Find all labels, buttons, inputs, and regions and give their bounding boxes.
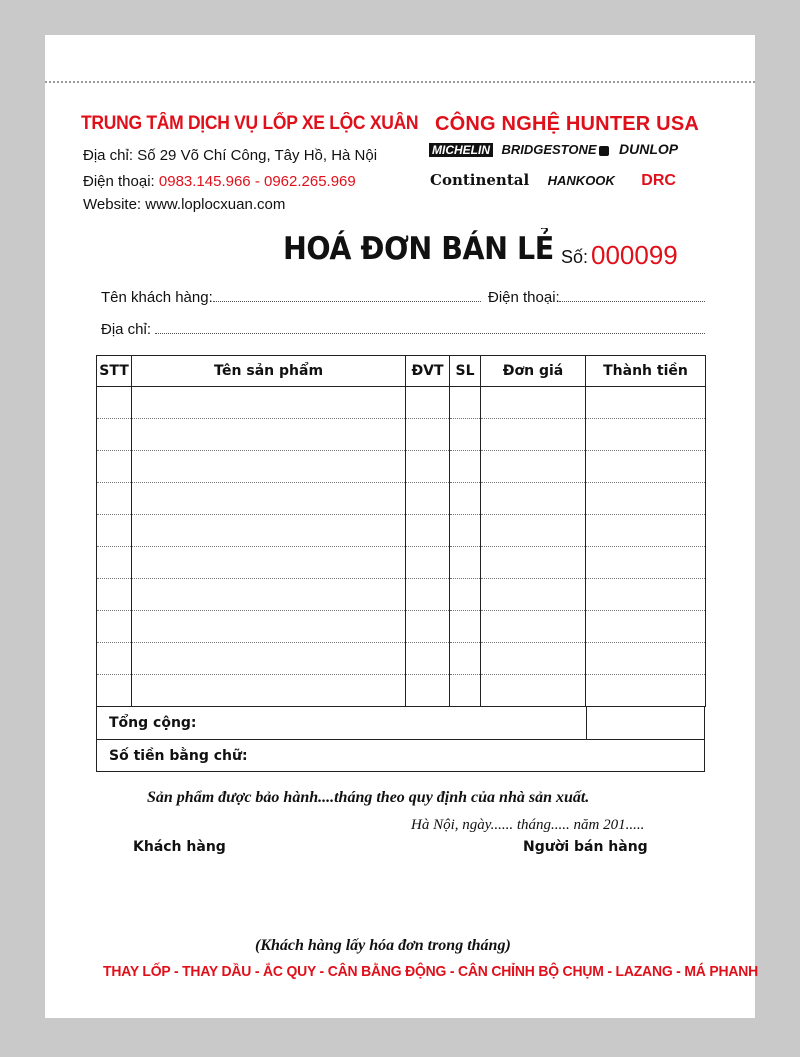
tech-title: CÔNG NGHỆ HUNTER USA (435, 113, 700, 135)
perforation-line (45, 81, 755, 83)
customer-address-label: Địa chỉ: (101, 321, 152, 338)
col-header-price: Đơn giá (481, 356, 586, 387)
total-divider (586, 706, 587, 739)
table-row (97, 515, 706, 547)
phone-label: Điện thoại: (83, 173, 155, 190)
amount-in-words-label: Số tiền bằng chữ: (109, 748, 248, 764)
table-row (97, 451, 706, 483)
bridgestone-logo: BRIDGESTONE (501, 142, 608, 157)
warranty-note: Sản phẩm được bảo hành....tháng theo quy định của nhà sản xuất. (147, 789, 590, 806)
invoice-sheet (45, 35, 759, 1018)
table-row (97, 611, 706, 643)
phone-line (83, 173, 356, 190)
table-row (97, 579, 706, 611)
col-header-amount: Thành tiền (586, 356, 706, 387)
items-table (96, 355, 706, 707)
address-label: Địa chỉ: (83, 147, 134, 164)
table-row (97, 483, 706, 515)
date-line: Hà Nội, ngày...... tháng..... năm 201..... (411, 817, 645, 833)
total-label: Tổng cộng: (109, 715, 197, 731)
total-row (97, 706, 704, 740)
customer-name-label: Tên khách hàng: (101, 289, 213, 306)
col-header-qty: SL (450, 356, 481, 387)
table-header-row (97, 356, 706, 387)
phone-value: 0983.145.966 - 0962.265.969 (158, 173, 356, 190)
michelin-logo: MICHELIN (429, 143, 493, 157)
website-label: Website: (83, 196, 142, 213)
customer-address-field[interactable] (155, 333, 705, 334)
customer-signature-label: Khách hàng (133, 839, 226, 855)
drc-logo: DRC (641, 172, 676, 189)
bridgestone-mark-icon (599, 146, 609, 156)
table-row (97, 419, 706, 451)
hankook-logo: HANKOOK (547, 173, 615, 188)
table-row (97, 387, 706, 419)
customer-name-field[interactable] (213, 301, 481, 302)
services-list: THAY LỐP - THAY DẦU - ẮC QUY - CÂN BẰNG ĐỘNG - CÂN CHỈNH BỘ CHỤM - LAZANG - MÁ PHANH (103, 963, 759, 980)
address-line (83, 147, 377, 164)
serial-label: Số: (561, 247, 589, 267)
dunlop-logo: DUNLOP (619, 141, 679, 157)
table-row (97, 547, 706, 579)
col-header-product: Tên sản phẩm (132, 356, 406, 387)
col-header-unit: ĐVT (406, 356, 450, 387)
table-row (97, 643, 706, 675)
brand-row-1 (429, 141, 678, 159)
invoice-title: HOÁ ĐƠN BÁN LẺ (283, 231, 554, 267)
continental-logo: Continental (430, 171, 530, 189)
customer-phone-label: Điện thoại: (488, 289, 560, 306)
address-value: Số 29 Võ Chí Công, Tây Hồ, Hà Nội (137, 147, 378, 164)
website-line (83, 196, 285, 213)
brand-row-2 (430, 171, 676, 190)
serial-number: 000099 (591, 240, 678, 270)
col-header-stt: STT (97, 356, 132, 387)
seller-signature-label: Người bán hàng (523, 839, 648, 855)
customer-phone-field[interactable] (559, 301, 705, 302)
totals-box (96, 706, 705, 772)
table-row (97, 675, 706, 707)
company-name: TRUNG TÂM DỊCH VỤ LỐP XE LỘC XUÂN (81, 113, 419, 134)
website-value: www.loplocxuan.com (145, 196, 286, 213)
monthly-note: (Khách hàng lấy hóa đơn trong tháng) (255, 937, 511, 954)
